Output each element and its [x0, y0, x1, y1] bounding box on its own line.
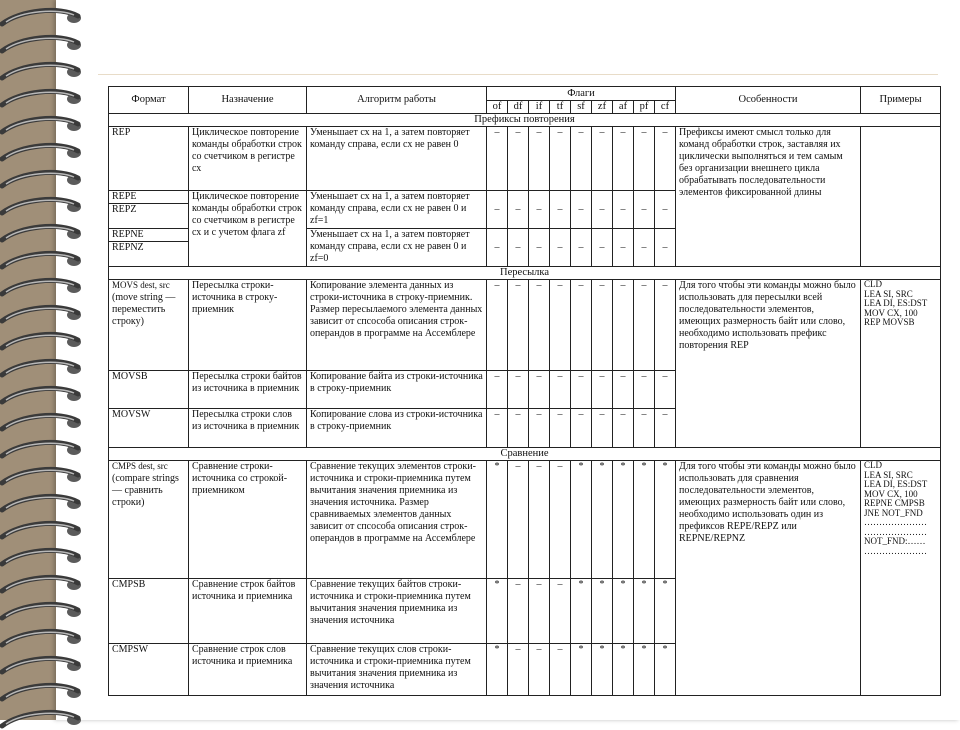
flag-value: * [487, 461, 508, 579]
flag-value: – [508, 461, 529, 579]
flag-value: – [550, 127, 571, 191]
flag-value: – [529, 461, 550, 579]
spiral-coil-icon [0, 384, 90, 406]
example-line: ………………… [864, 526, 928, 537]
spiral-coil-icon [0, 438, 90, 460]
flag-value: – [508, 644, 529, 696]
example-line: REP MOVSB [864, 317, 915, 327]
table-row-cmps [109, 461, 941, 579]
flag-name: pf [634, 101, 655, 114]
flag-value: – [487, 371, 508, 409]
flag-value: – [592, 127, 613, 191]
flag-value: * [571, 461, 592, 579]
example-line: CLD [864, 279, 883, 289]
spiral-coil-icon [0, 303, 90, 325]
spiral-coil-icon [0, 330, 90, 352]
flag-value: – [508, 127, 529, 191]
flag-value: – [550, 280, 571, 371]
examples-cell [861, 461, 941, 696]
flag-name: if [529, 101, 550, 114]
flag-value: – [571, 371, 592, 409]
header-features: Особенности [676, 87, 861, 114]
flag-value: – [613, 191, 634, 229]
format-repne: REPNE [109, 229, 188, 242]
flag-value: * [592, 461, 613, 579]
purpose-cell: Циклическое повторение команды обработки строк со счетчиком в регистре сх [189, 127, 307, 191]
format-movs: MOVS dest, src [112, 280, 170, 290]
algorithm-cell: Сравнение текущих элементов строки-источника и строки-приемника путем вычитания значения приемника из значения источника. Размер сравниваемых элементов данных зависит от спсособа описания строк-операндов в программе на Ассемблере [307, 461, 487, 579]
format-movs-description: (move string — переместить строку) [112, 292, 176, 327]
format-cell [109, 280, 189, 371]
flag-value: * [592, 579, 613, 644]
section-repeat-prefixes: Префиксы повторения [109, 114, 941, 127]
spiral-coil-icon [0, 573, 90, 595]
flag-value: – [550, 371, 571, 409]
flag-value: * [634, 644, 655, 696]
spiral-coil-icon [0, 33, 90, 55]
header-row [109, 87, 941, 101]
flag-value: – [571, 191, 592, 229]
flag-name: of [487, 101, 508, 114]
format-repz: REPZ [112, 204, 137, 215]
flag-value: * [655, 579, 676, 644]
purpose-cell: Сравнение строки-источника со строкой-приемником [189, 461, 307, 579]
example-line: ………………… [864, 545, 928, 556]
header-purpose: Назначение [189, 87, 307, 114]
spiral-coil-icon [0, 708, 90, 730]
flag-value: – [592, 229, 613, 267]
format-cmps: CMPS dest, src [112, 461, 168, 471]
spiral-coil-icon [0, 654, 90, 676]
flag-value: – [571, 280, 592, 371]
flag-value: – [508, 371, 529, 409]
flag-value: * [613, 579, 634, 644]
flag-value: – [655, 229, 676, 267]
spiral-coil-icon [0, 60, 90, 82]
examples-cell-empty [861, 127, 941, 267]
algorithm-cell: Уменьшает сх на 1, а затем повторяет команду справа, если сх не равен 0 и zf=1 [307, 191, 487, 229]
flag-value: – [508, 280, 529, 371]
algorithm-cell: Уменьшает сх на 1, а затем повторяет команду справа, если сх не равен 0 [307, 127, 487, 191]
purpose-cell: Пересылка строки слов из источника в приемник [189, 409, 307, 448]
format-cell: CMPSW [109, 644, 189, 696]
flag-value: – [655, 280, 676, 371]
flag-value: – [508, 191, 529, 229]
flag-value: – [613, 280, 634, 371]
flag-name: zf [592, 101, 613, 114]
purpose-cell: Пересылка строки байтов из источника в приемник [189, 371, 307, 409]
flag-value: – [550, 461, 571, 579]
purpose-cell: Циклическое повторение команды обработки строк со счетчиком в регистре сх и с учетом флага zf [189, 191, 307, 267]
flag-value: * [613, 644, 634, 696]
flag-value: * [571, 579, 592, 644]
example-line: MOV CX, 100 [864, 307, 918, 318]
algorithm-cell: Копирование слова из строки-источника в строку-приемник [307, 409, 487, 448]
flag-value: – [529, 579, 550, 644]
flag-value: – [571, 229, 592, 267]
flag-value: * [613, 461, 634, 579]
example-line: CLD [864, 460, 883, 470]
flag-value: – [634, 280, 655, 371]
flag-value: – [487, 127, 508, 191]
format-cell [109, 191, 189, 229]
table-row-rep [109, 127, 941, 191]
flag-value: – [634, 409, 655, 448]
flag-value: * [571, 644, 592, 696]
example-line: JNE NOT_FND [864, 507, 923, 518]
flag-value: – [613, 127, 634, 191]
features-cell: Для того чтобы эти команды можно было использовать для пересылки всей последовательности элементов, имеющих размерность байт или слово, необходимо использовать префикс повторения REP [676, 280, 861, 448]
flag-value: – [550, 191, 571, 229]
features-cell: Префиксы имеют смысл только для команд обработки строк, заставляя их циклически выполняться и тем самым без организации внешнего цикла обрабатывать последовательности элементов фиксированной длины [676, 127, 861, 267]
flag-value: * [655, 461, 676, 579]
flag-value: * [634, 461, 655, 579]
format-cmps-description: (compare strings — сравнить строки) [112, 473, 179, 508]
flag-value: – [592, 280, 613, 371]
example-line: LEA DI, ES:DST [864, 298, 928, 308]
example-line: MOV CX, 100 [864, 488, 918, 499]
flag-value: – [550, 579, 571, 644]
flag-value: – [550, 229, 571, 267]
example-line: LEA DI, ES:DST [864, 479, 928, 489]
header-format: Формат [109, 87, 189, 114]
flag-value: * [592, 644, 613, 696]
flag-value: – [487, 409, 508, 448]
features-cell: Для того чтобы эти команды можно было использовать для сравнения последовательности элементов, имеющих размерность байт или слово, необходимо использовать один из префиксов REPE/REPZ или REPNE/REPNZ [676, 461, 861, 696]
spiral-coil-icon [0, 168, 90, 190]
flag-value: – [613, 229, 634, 267]
purpose-cell: Пересылка строки-источника в строку-приемник [189, 280, 307, 371]
spiral-coil-icon [0, 249, 90, 271]
spiral-coil-icon [0, 6, 90, 28]
spiral-coil-icon [0, 519, 90, 541]
algorithm-cell: Копирование байта из строки-источника в строку-приемник [307, 371, 487, 409]
example-line: LEA SI, SRC [864, 288, 913, 299]
spiral-coil-icon [0, 87, 90, 109]
section-move: Пересылка [109, 267, 941, 280]
flag-name: af [613, 101, 634, 114]
algorithm-cell: Уменьшает сх на 1, а затем повторяет команду справа, если сх не равен 0 и zf=0 [307, 229, 487, 267]
spiral-coil-icon [0, 492, 90, 514]
flag-value: – [655, 127, 676, 191]
flag-value: – [508, 579, 529, 644]
format-repe: REPE [109, 191, 188, 204]
spiral-coil-icon [0, 222, 90, 244]
examples-cell [861, 280, 941, 448]
flag-value: * [487, 579, 508, 644]
section-compare: Сравнение [109, 448, 941, 461]
spiral-coil-icon [0, 600, 90, 622]
flag-value: – [634, 127, 655, 191]
flag-value: – [508, 229, 529, 267]
flag-value: – [634, 191, 655, 229]
flag-value: – [571, 409, 592, 448]
algorithm-cell: Копирование элемента данных из строки-источника в строку-приемник. Размер пересылаемого элемента данных зависит от спсособа описания строк-операндов в программе на Ассемблере [307, 280, 487, 371]
spiral-coil-icon [0, 411, 90, 433]
format-cell [109, 461, 189, 579]
spiral-coil-icon [0, 195, 90, 217]
header-flags: Флаги [487, 87, 676, 101]
spiral-coil-icon [0, 141, 90, 163]
format-cell: CMPSB [109, 579, 189, 644]
example-line: NOT_FND:…… [864, 536, 926, 546]
flag-value: – [529, 191, 550, 229]
purpose-cell: Сравнение строк байтов источника и приемника [189, 579, 307, 644]
spiral-coil-icon [0, 681, 90, 703]
flag-value: – [571, 127, 592, 191]
spiral-coil-icon [0, 465, 90, 487]
example-line: REPNE CMPSB [864, 498, 925, 508]
flag-value: – [550, 644, 571, 696]
flag-value: – [592, 409, 613, 448]
flag-value: – [634, 229, 655, 267]
flag-value: – [529, 371, 550, 409]
example-line: ………………… [864, 517, 928, 527]
flag-name: cf [655, 101, 676, 114]
flag-value: – [529, 229, 550, 267]
flag-value: * [655, 644, 676, 696]
flag-value: – [508, 409, 529, 448]
flag-value: – [634, 371, 655, 409]
flag-value: – [550, 409, 571, 448]
flag-value: * [634, 579, 655, 644]
format-cell: MOVSB [109, 371, 189, 409]
spiral-coil-icon [0, 357, 90, 379]
format-cell: REP [109, 127, 189, 191]
table-row-movs [109, 280, 941, 371]
page-rule-line [98, 74, 938, 75]
spiral-coil-icon [0, 627, 90, 649]
flag-value: – [529, 644, 550, 696]
flag-value: – [487, 229, 508, 267]
algorithm-cell: Сравнение текущих байтов строки-источника и строки-приемника путем вычитания значения приемника из значения источника [307, 579, 487, 644]
purpose-cell: Сравнение строк слов источника и приемника [189, 644, 307, 696]
format-repnz: REPNZ [112, 242, 144, 253]
header-examples: Примеры [861, 87, 941, 114]
flag-value: – [613, 409, 634, 448]
flag-name: tf [550, 101, 571, 114]
spiral-coil-icon [0, 114, 90, 136]
flag-value: – [487, 191, 508, 229]
algorithm-cell: Сравнение текущих слов строки-источника и строки-приемника путем вычитания значения приемника из значения источника [307, 644, 487, 696]
format-cell [109, 229, 189, 267]
flag-value: – [655, 191, 676, 229]
flag-value: – [592, 371, 613, 409]
format-cell: MOVSW [109, 409, 189, 448]
header-algorithm: Алгоритм работы [307, 87, 487, 114]
example-line: LEA SI, SRC [864, 469, 913, 480]
flag-value: – [529, 127, 550, 191]
spiral-coil-icon [0, 546, 90, 568]
flag-value: – [529, 409, 550, 448]
string-commands-table [108, 86, 941, 696]
spiral-coil-icon [0, 276, 90, 298]
flag-value: – [487, 280, 508, 371]
flag-value: – [613, 371, 634, 409]
flag-value: – [655, 371, 676, 409]
flag-value: – [592, 191, 613, 229]
flag-value: – [529, 280, 550, 371]
flag-name: df [508, 101, 529, 114]
flag-value: * [487, 644, 508, 696]
flag-name: sf [571, 101, 592, 114]
flag-value: – [655, 409, 676, 448]
